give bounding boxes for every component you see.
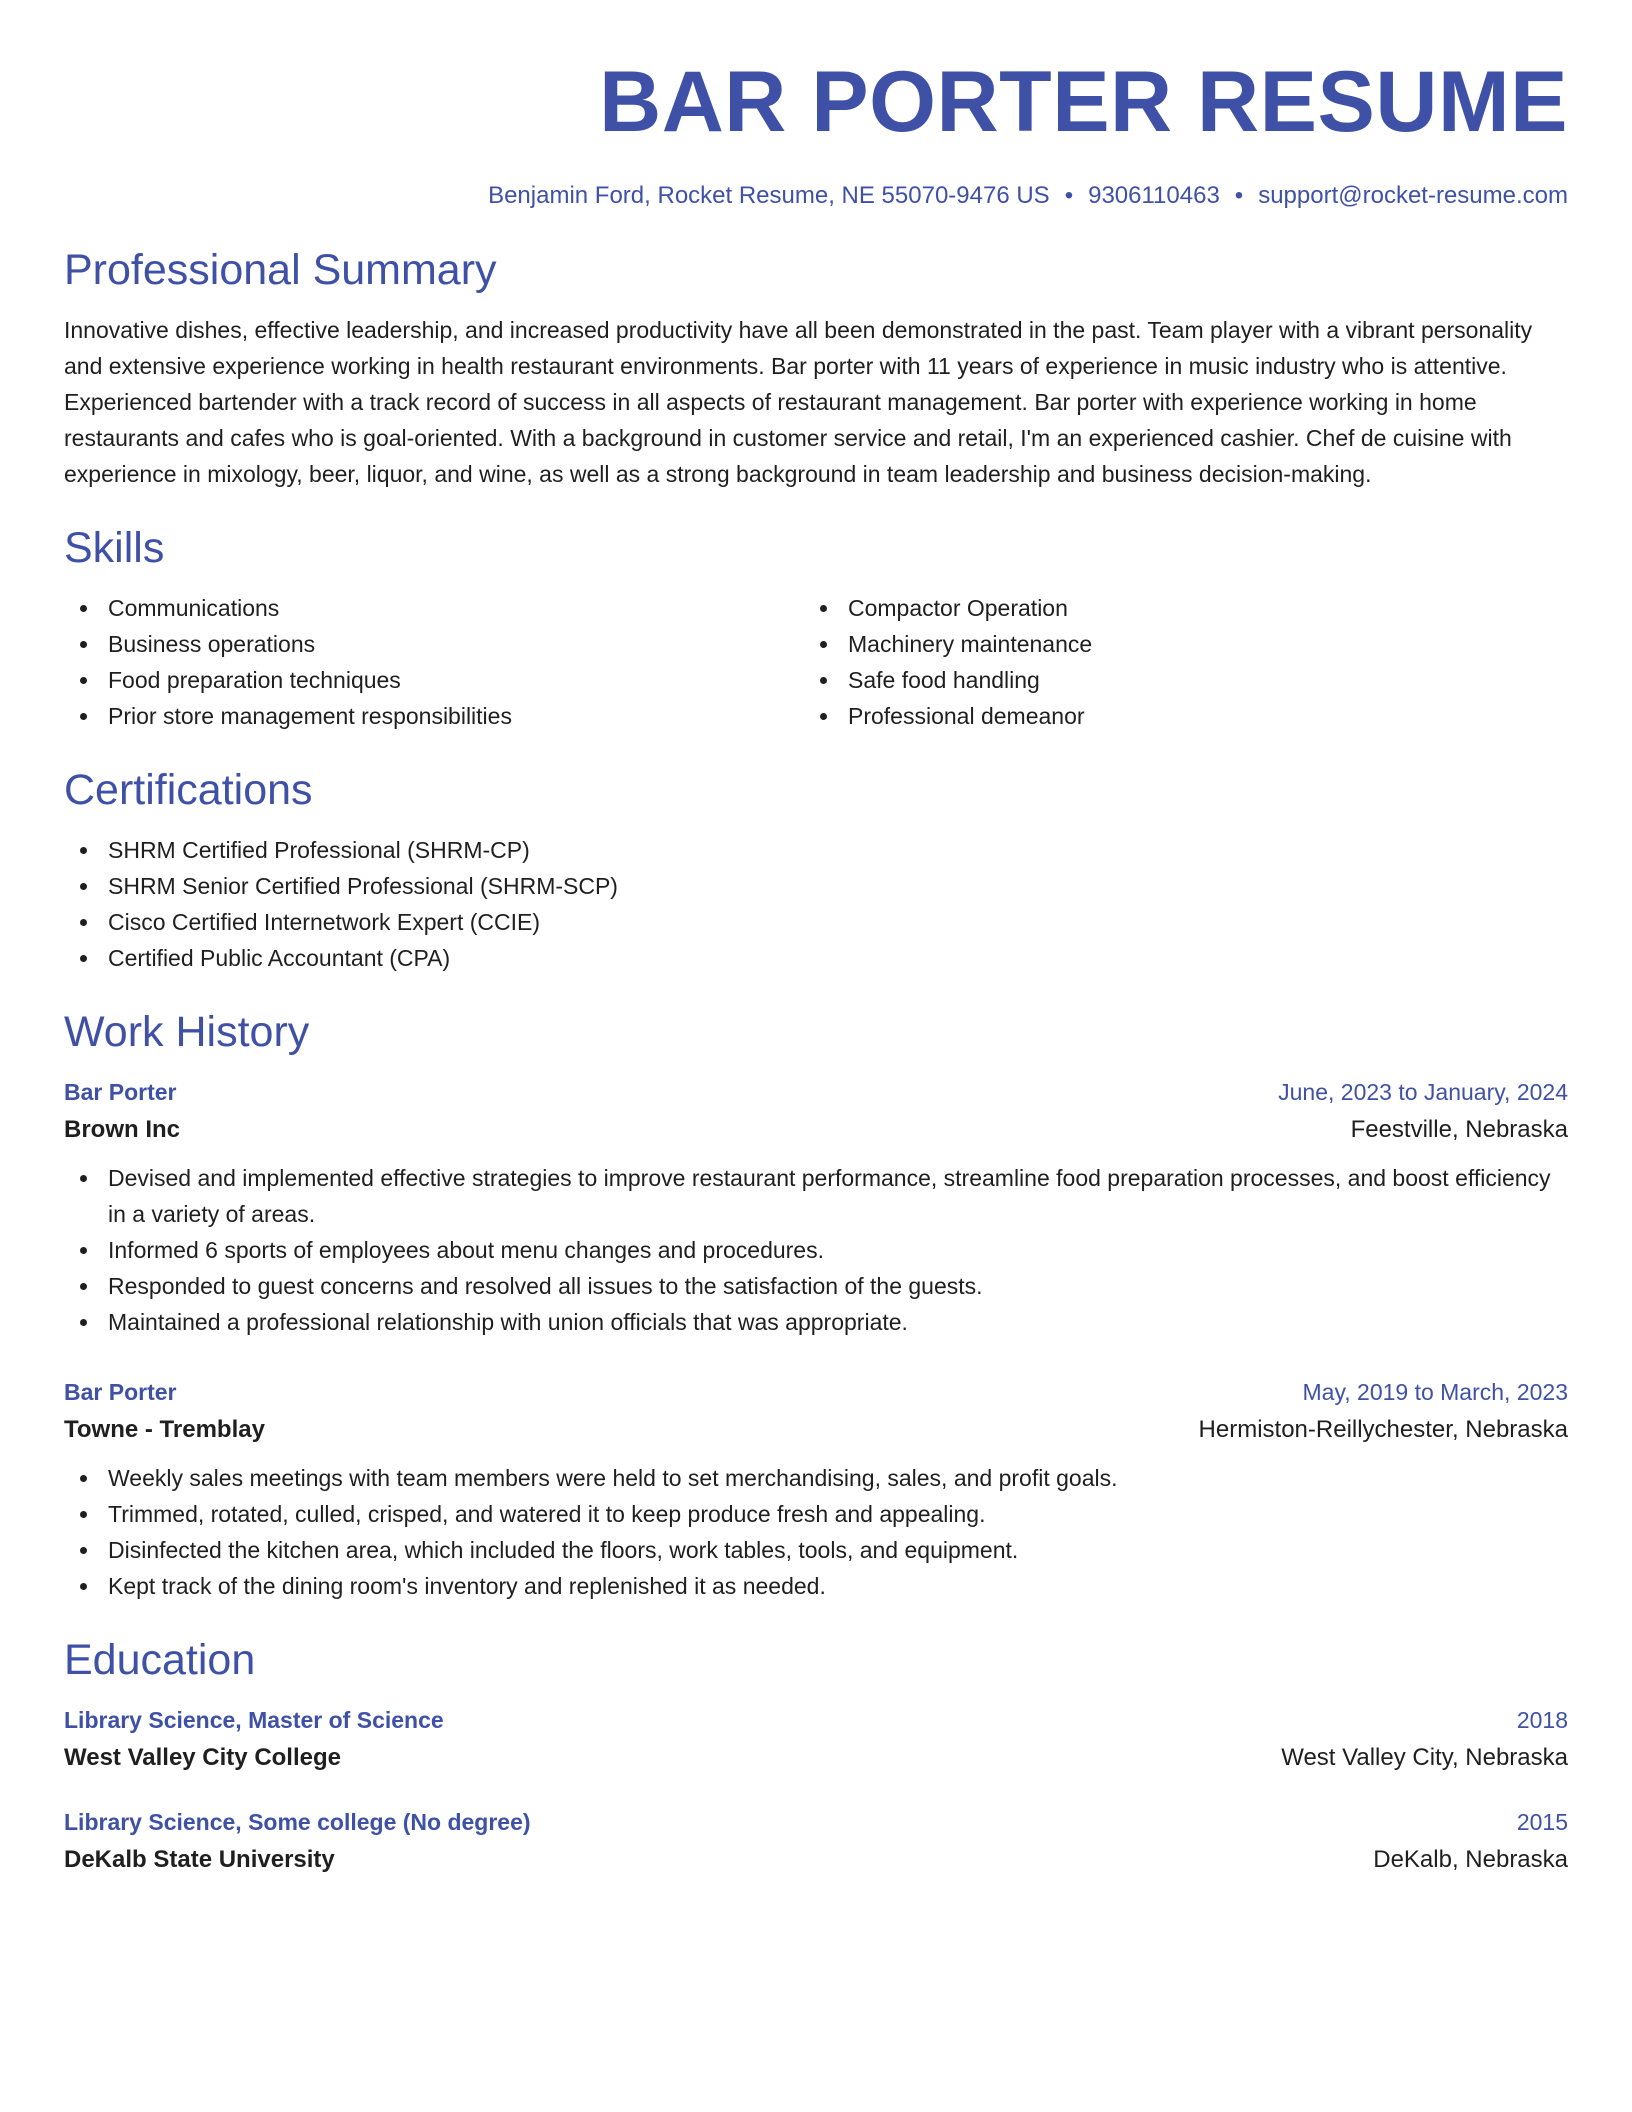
certification-item: SHRM Senior Certified Professional (SHRM-SCP) [64,868,1568,904]
skill-item: Communications [64,590,804,626]
skills-heading: Skills [64,524,165,572]
contact-email[interactable]: support@rocket-resume.com [1258,182,1568,209]
job-header-row [64,1374,1568,1410]
work-history-heading: Work History [64,1008,310,1056]
certifications-heading: Certifications [64,766,313,814]
education-header-row [64,1804,1568,1840]
job-duty: Disinfected the kitchen area, which included the floors, work tables, tools, and equipment. [64,1532,1568,1568]
job-location: Hermiston-Reillychester, Nebraska [1198,1416,1568,1443]
skill-item: Safe food handling [804,662,1544,698]
skills-column-right [804,590,1544,734]
job-duty: Responded to guest concerns and resolved all issues to the satisfaction of the guests. [64,1268,1568,1304]
job-title: Bar Porter [64,1079,177,1105]
job-duty: Kept track of the dining room's inventory and replenished it as needed. [64,1568,1568,1604]
skill-item: Compactor Operation [804,590,1544,626]
contact-separator: • [1234,182,1244,209]
job-duty: Trimmed, rotated, culled, crisped, and watered it to keep produce fresh and appealing. [64,1496,1568,1532]
education-year: 2018 [1516,1707,1568,1733]
skills-list [64,590,1568,734]
job-duty: Weekly sales meetings with team members were held to set merchandising, sales, and profit goals. [64,1460,1568,1496]
job-company: Towne - Tremblay [64,1416,265,1443]
skill-item: Machinery maintenance [804,626,1544,662]
skill-item: Professional demeanor [804,698,1544,734]
certification-item: Cisco Certified Internetwork Expert (CCIE) [64,904,1568,940]
education-location: DeKalb, Nebraska [1373,1846,1568,1873]
summary-text: Innovative dishes, effective leadership, and increased productivity have all been demonstrated in the past. Team player with a vibrant personality and extensive experience working in health restaurant environments. Bar porter with 11 years of experience in music industry who is attentive. Experienced bartender with a track record of success in all aspects of restaurant management. Bar porter with experience working in home restaurants and cafes who is goal-oriented. With a background in customer service and retail, I'm an experienced cashier. Chef de cuisine with experience in mixology, beer, liquor, and wine, as well as a strong background in team leadership and business decision-making. [64,317,1533,487]
education-degree: Library Science, Some college (No degree) [64,1809,531,1835]
education-school: DeKalb State University [64,1846,335,1873]
job-company-row [64,1410,1568,1450]
contact-line [64,180,1568,212]
education-heading: Education [64,1636,256,1684]
education-entry [64,1804,1568,1880]
job-duties [64,1460,1568,1604]
skill-item: Prior store management responsibilities [64,698,804,734]
job-dates: June, 2023 to January, 2024 [1278,1079,1568,1105]
job-company: Brown Inc [64,1116,181,1143]
contact-address: Benjamin Ford, Rocket Resume, NE 55070-9476 US [488,182,1050,209]
contact-separator: • [1064,182,1074,209]
job-duty: Informed 6 sports of employees about menu changes and procedures. [64,1232,1568,1268]
job-entry [64,1074,1568,1340]
education-location: West Valley City, Nebraska [1281,1744,1568,1771]
education-school: West Valley City College [64,1744,341,1771]
job-company-row [64,1110,1568,1150]
job-header-row [64,1074,1568,1110]
skill-item: Business operations [64,626,804,662]
skills-column-left [64,590,804,734]
job-title: Bar Porter [64,1379,177,1405]
job-duties [64,1160,1568,1340]
job-location: Feestville, Nebraska [1350,1116,1568,1143]
certification-item: Certified Public Accountant (CPA) [64,940,1568,976]
job-duty: Maintained a professional relationship with union officials that was appropriate. [64,1304,1568,1340]
certifications-list [64,832,1568,976]
skill-item: Food preparation techniques [64,662,804,698]
education-degree: Library Science, Master of Science [64,1707,444,1733]
education-school-row [64,1840,1568,1880]
contact-phone: 9306110463 [1088,182,1220,209]
job-entry [64,1374,1568,1604]
education-year: 2015 [1516,1809,1568,1835]
job-duty: Devised and implemented effective strategies to improve restaurant performance, streamline food preparation processes, and boost efficiency in a variety of areas. [64,1160,1568,1232]
certification-item: SHRM Certified Professional (SHRM-CP) [64,832,1568,868]
education-header-row [64,1702,1568,1738]
job-dates: May, 2019 to March, 2023 [1302,1379,1568,1405]
resume-title: BAR PORTER RESUME [599,54,1568,150]
education-entry [64,1702,1568,1778]
summary-heading: Professional Summary [64,246,497,294]
education-school-row [64,1738,1568,1778]
